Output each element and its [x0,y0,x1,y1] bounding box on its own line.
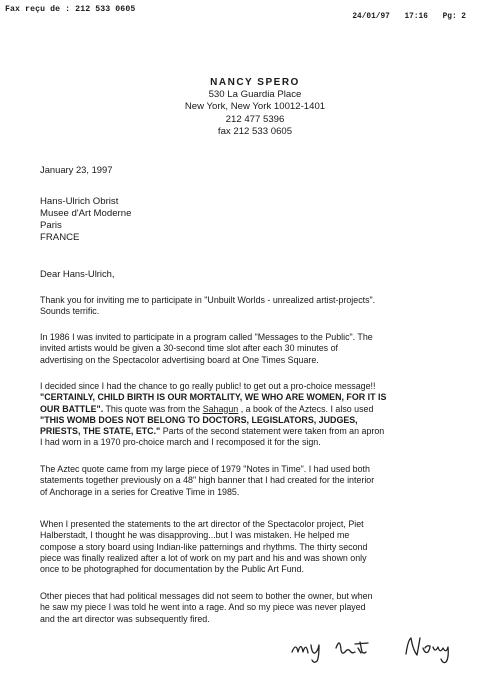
paragraph-political-messages [40,591,465,625]
paragraph-messages-program [40,332,465,366]
letter-date: January 23, 1997 [40,164,113,175]
paragraph-line [40,426,465,437]
sender-street: 530 La Guardia Place [208,89,302,101]
paragraph-line [40,404,465,415]
recipient-address [40,196,131,244]
paragraph-line: When I presented the statements to the art director of the Spectacolor project, Piet [40,519,364,529]
sender-fax: fax 212 533 0605 [217,125,293,137]
text-run: , a book of the Aztecs. I also used [238,403,374,414]
paragraph-line: he saw my piece I was told he went into a rage. And so my piece was never played [40,602,366,613]
quote-end: PRIESTS, THE STATE, ETC." [40,426,161,437]
fax-received-header: Fax reçu de : 212 533 0605 [5,5,136,14]
paragraph-line: of Anchorage in a series for Creative Time in 1985. [40,486,240,497]
book-title: Sahagun [202,403,239,414]
paragraph-line: and the art director was subsequently fired. [40,613,210,624]
paragraph-line: In 1986 I was invited to participate in a program called "Messages to the Public". The [40,332,373,342]
fax-time: 17:16 [404,13,428,21]
recipient-country: FRANCE [40,232,80,243]
quote-line: "CERTAINLY, CHILD BIRTH IS OUR MORTALITY, WE WHO ARE WOMEN, FOR IT IS [40,392,387,403]
quote-line: "THIS WOMB DOES NOT BELONG TO DOCTORS, LEGISLATORS, JUDGES, [40,414,358,425]
fax-transmission-info [352,13,466,21]
recipient-city: Paris [40,220,62,231]
recipient-institution: Musee d'Art Moderne [40,208,132,219]
text-run: This quote was from the [103,403,203,414]
paragraph-line: piece was finally realized after a lot of work on my part and his and was shown only [40,552,367,563]
paragraph-line: I had worn in a 1970 pro-choice march and I recomposed it for the sign. [40,437,321,448]
paragraph-line: Sounds terrific. [40,306,100,317]
salutation: Dear Hans-Ulrich, [40,268,115,279]
paragraph-line: Thank you for inviting me to participate in "Unbuilt Worlds - unrealized artist-projects". [40,295,376,305]
paragraph-aztec-quote [40,464,465,498]
paragraph-line: advertising on the Spectacolor advertising board at One Times Square. [40,354,319,365]
quote-end: OUR BATTLE". [40,403,104,414]
handwritten-signature [288,632,460,666]
recipient-name: Hans-Ulrich Obrist [40,196,119,207]
letterhead [150,77,360,138]
sender-name: NANCY SPERO [210,77,300,88]
sender-phone: 212 477 5396 [225,113,285,125]
paragraph-line: I decided since I had the chance to go really public! to get out a pro-choice message!! [40,381,376,391]
paragraph-line: invited artists would be given a 30-second time slot after each 30 minutes of [40,343,338,354]
fax-page-number: Pg: 2 [442,13,466,21]
paragraph-line: once to be photographed for documentation by the Public Art Fund. [40,564,304,575]
paragraph-line: compose a story board using Indian-like patternings and rhythms. The thirty second [40,541,368,552]
paragraph-art-director [40,519,465,575]
fax-date: 24/01/97 [352,13,390,21]
paragraph-pro-choice-message [40,381,465,449]
paragraph-line: Other pieces that had political messages did not seem to bother the owner, but when [40,591,373,601]
paragraph-line: The Aztec quote came from my large piece of 1979 "Notes in Time". I had used both [40,464,370,474]
text-run: Parts of the second statement were taken from an apron [160,426,385,437]
paragraph-line: statements together previously on a 48" high banner that I had created for the interior [40,475,375,486]
sender-city: New York, New York 10012-1401 [184,101,326,113]
paragraph-invitation [40,295,465,318]
paragraph-line: Halberstadt, I thought he was disapproving...but I was mistaken. He helped me [40,530,350,541]
